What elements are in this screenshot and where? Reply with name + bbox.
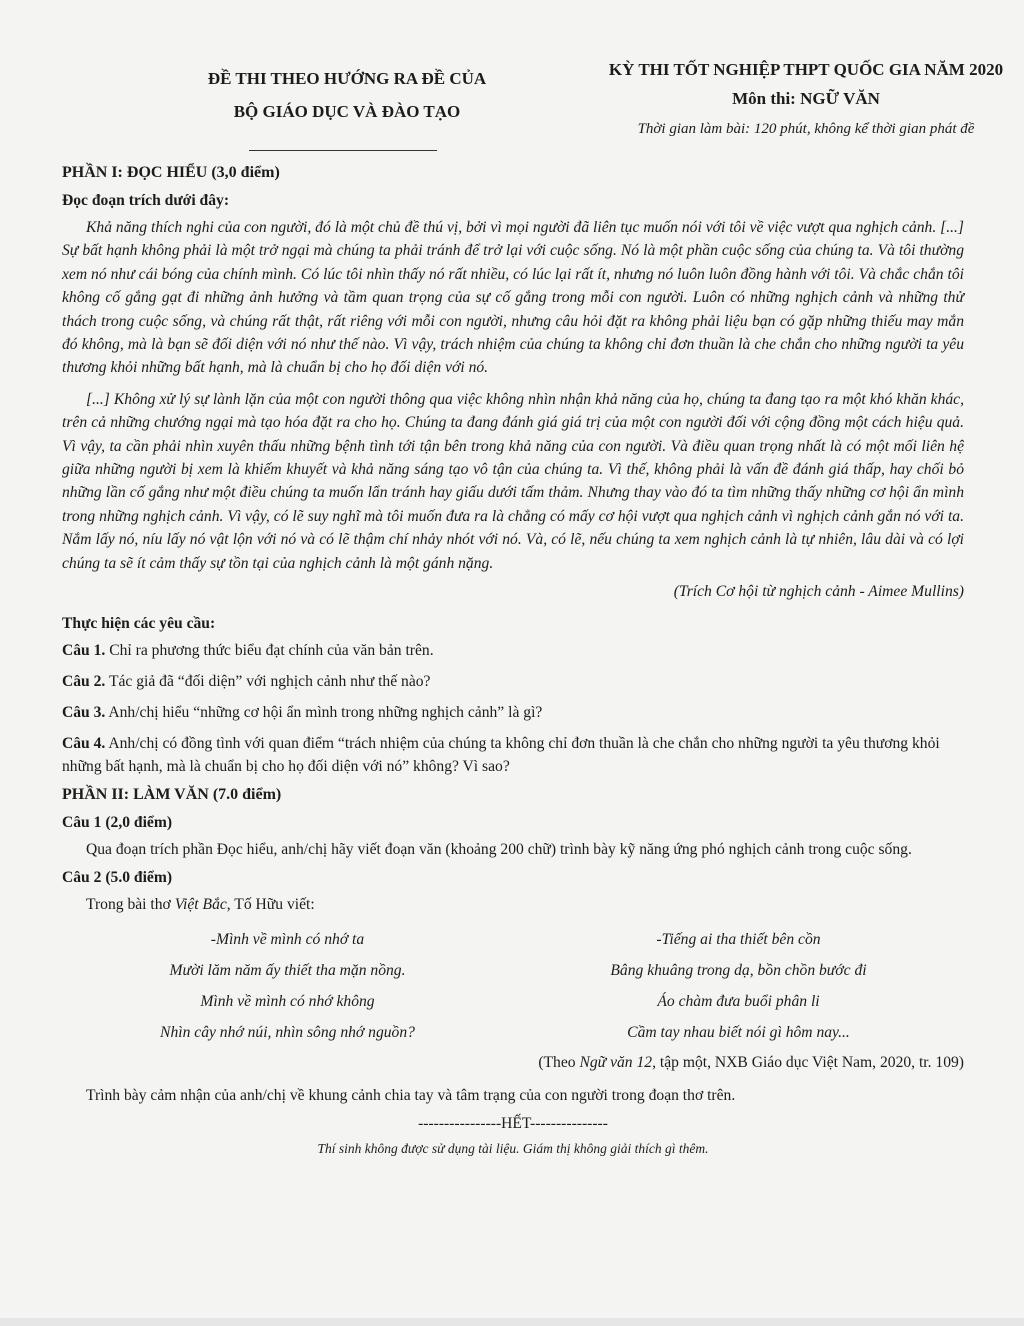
poem-line: Cầm tay nhau biết nói gì hôm nay... xyxy=(627,1024,850,1042)
source-prefix: (Theo xyxy=(538,1054,580,1072)
part2-title: PHẦN II: LÀM VĂN (7.0 điểm) xyxy=(62,786,282,804)
time-line: Thời gian làm bài: 120 phút, không kể thời gian phát đề xyxy=(637,121,975,137)
passage-paragraph-2: [...] Không xử lý sự lành lặn của một con người thông qua việc không nhìn nhận khả năng của họ, chúng ta đang tạo ra một khó khăn khác, trên cả những chướng ngại mà tạo hóa đặt ra cho họ. Chúng ta đang đánh giá giá trị của một con người đối với cộng đồng một cách hiệu quả. Vì vậy, ta cần phải nhìn xuyên thấu những bệnh tình tới tận bên trong khả năng của con người. Và điều quan trọng nhất là có một mối liên hệ giữa những người bị xem là khiếm khuyết và khả năng sáng tạo vô tận của chúng ta. Vì thế, không phải là vấn đề đánh giá thấp, hay chối bỏ những lần cố gắng như một điều chúng ta muốn lẩn tránh hay giấu dưới tấm thảm. Nhưng thay vào đó ta tìm những thấy những cơ hội ẩn mình trong những nghịch cảnh. Vì vậy, có lẽ suy nghĩ mà tôi muốn đưa ra là chẳng có mấy cơ hội vượt qua nghịch cảnh vì nghịch cảnh gắn nó với ta. Nắm lấy nó, níu lấy nó vật lộn với nó và có lẽ thậm chí nhảy nhót với nó. Và, có lẽ, nếu chúng ta xem nghịch cảnh là tự nhiên, lâu dài và có lợi chúng ta sẽ ít cảm thấy sự tồn tại của nghịch cảnh là một gánh nặng. xyxy=(62,390,964,572)
passage-paragraph-1: Khả năng thích nghi của con người, đó là một chủ đề thú vị, bởi vì mọi người đã liên tục muốn nói với tôi về việc vượt qua nghịch cảnh. [...] Sự bất hạnh không phải là một trở ngại mà chúng ta phải tránh để trở lại với cuộc sống. Nó là một phần cuộc sống của chúng ta. Và tôi thường xem nó như cái bóng của chính mình. Có lúc tôi nhìn thấy nó rất nhiều, có lúc lại rất ít, nhưng nó luôn luôn đồng hành với tôi. Và chắc chắn tôi không cố gắng gạt đi những ảnh hưởng và tầm quan trọng của sự cố gắng trong mỗi con người. Luôn có những nghịch cảnh và những thử thách trong cuộc sống, và chúng rất thật, rất riêng với mỗi con người, nhưng câu hỏi đặt ra không phải liệu bạn có gặp những thiếu may mắn đó không, mà là bạn sẽ đối diện với nó như thế nào. Vì vậy, trách nhiệm của chúng ta không chỉ đơn thuần là che chắn cho những người ta yêu thương khỏi những bất hạnh, mà là chuẩn bị cho họ đối diện với nó. xyxy=(62,219,964,377)
exam-header xyxy=(62,0,1004,158)
question-label: Câu 1. xyxy=(62,642,106,660)
essay-q1-text: Qua đoạn trích phần Đọc hiểu, anh/chị hãy viết đoạn văn (khoảng 200 chữ) trình bày kỹ năng ứng phó nghịch cảnh trong cuộc sống. xyxy=(86,841,912,859)
source-book: Ngữ văn 12, xyxy=(579,1054,656,1072)
page-bottom-edge xyxy=(0,1318,1024,1326)
poem-line: -Mình về mình có nhớ ta xyxy=(210,931,365,949)
poem-line: Bâng khuâng trong dạ, bồn chồn bước đi xyxy=(610,962,867,980)
passage-citation: (Trích Cơ hội từ nghịch cảnh - Aimee Mullins) xyxy=(673,583,964,601)
question-3 xyxy=(62,701,964,724)
intro-prefix: Trong bài thơ xyxy=(86,896,175,914)
question-text: Tác giả đã “đối diện” với nghịch cảnh như thế nào? xyxy=(105,673,431,691)
poem-line: Mười lăm năm ấy thiết tha mặn nồng. xyxy=(169,962,406,980)
poem-right-column xyxy=(513,924,964,1048)
read-label: Đọc đoạn trích dưới đây: xyxy=(62,192,230,209)
exam-content xyxy=(62,164,964,1157)
poem-line: Nhìn cây nhớ núi, nhìn sông nhớ nguồn? xyxy=(160,1024,415,1042)
question-2 xyxy=(62,670,964,693)
intro-suffix: , Tố Hữu viết: xyxy=(226,896,315,914)
poem-source xyxy=(62,1054,964,1072)
question-4 xyxy=(62,732,964,778)
tasks-label: Thực hiện các yêu cầu: xyxy=(62,615,216,633)
end-marker: ----------------HẾT--------------- xyxy=(418,1115,608,1133)
question-text: Anh/chị có đồng tình với quan điểm “trách nhiệm của chúng ta không chỉ đơn thuần là che chắn cho những người ta yêu thương khỏi những bất hạnh, mà là chuẩn bị cho họ đối diện với nó” không? Vì sao? xyxy=(62,735,940,776)
part1-title: PHẦN I: ĐỌC HIỂU (3,0 điểm) xyxy=(62,164,280,181)
exam-note: Thí sinh không được sử dụng tài liệu. Giám thị không giải thích gì thêm. xyxy=(317,1141,709,1157)
poem-line: -Tiếng ai tha thiết bên cồn xyxy=(656,931,821,949)
essay-q2-intro xyxy=(62,893,964,916)
issuer-line-2: BỘ GIÁO DỤC VÀ ĐÀO TẠO xyxy=(233,102,461,121)
question-text: Chỉ ra phương thức biểu đạt chính của văn bản trên. xyxy=(105,642,434,660)
header-divider xyxy=(249,150,437,151)
question-1 xyxy=(62,639,964,662)
essay-q2-task: Trình bày cảm nhận của anh/chị về khung cảnh chia tay và tâm trạng của con người trong đoạn thơ trên. xyxy=(86,1087,736,1105)
question-label: Câu 3. xyxy=(62,704,106,722)
question-label: Câu 4. xyxy=(62,735,106,753)
issuer-line-1: ĐỀ THI THEO HƯỚNG RA ĐỀ CỦA xyxy=(207,69,487,88)
subject-line: Môn thi: NGỮ VĂN xyxy=(732,89,880,108)
poem-line: Áo chàm đưa buổi phân li xyxy=(657,993,820,1011)
essay-q1-label: Câu 1 (2,0 điểm) xyxy=(62,814,173,832)
issuer-block xyxy=(172,62,522,128)
poem-left-column xyxy=(62,924,513,1048)
source-suffix: tập một, NXB Giáo dục Việt Nam, 2020, tr. 109) xyxy=(655,1054,964,1072)
essay-q2-label: Câu 2 (5.0 điểm) xyxy=(62,869,173,887)
poem-line: Mình về mình có nhớ không xyxy=(200,993,375,1011)
exam-info-block xyxy=(552,56,1024,144)
question-label: Câu 2. xyxy=(62,673,106,691)
poem-excerpt xyxy=(62,924,964,1048)
exam-title: KỲ THI TỐT NGHIỆP THPT QUỐC GIA NĂM 2020 xyxy=(608,60,1004,79)
poem-title: Việt Bắc xyxy=(174,896,227,914)
question-text: Anh/chị hiểu “những cơ hội ẩn mình trong những nghịch cảnh” là gì? xyxy=(105,704,543,722)
